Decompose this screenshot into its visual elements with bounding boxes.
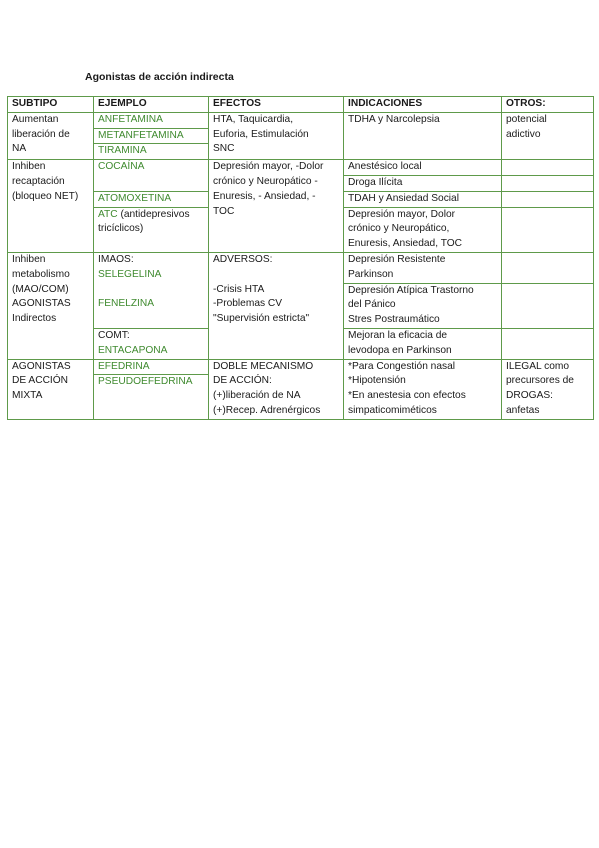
ejemplo-atc-desc: (antidepresivos tricíclicos) <box>98 208 190 235</box>
otros-cell <box>502 252 594 283</box>
spacer <box>98 283 204 298</box>
document-title: Agonistas de acción indirecta <box>85 71 234 83</box>
header-row <box>8 97 594 113</box>
indicaciones-cell: TDAH y Ansiedad Social <box>344 191 502 207</box>
imao-fenelzina: FENELZINA <box>98 298 155 310</box>
otros-cell <box>502 207 594 252</box>
ejemplo-cell: ATOMOXETINA <box>94 191 209 207</box>
comt-label: COMT: <box>98 329 130 341</box>
ejemplo-cell <box>94 328 209 359</box>
header-efectos: EFECTOS <box>209 97 344 113</box>
otros-cell <box>502 160 594 176</box>
otros-cell: ILEGAL como precursores de DROGAS: anfetas <box>502 359 594 420</box>
otros-cell <box>502 283 594 328</box>
agonists-table <box>7 96 594 420</box>
indicaciones-cell: Depresión mayor, Dolor crónico y Neuropático, Enuresis, Ansiedad, TOC <box>344 207 502 252</box>
ejemplo-cell <box>94 207 209 252</box>
subtipo-cell: AGONISTAS DE ACCIÓN MIXTA <box>8 359 94 420</box>
table-row <box>8 359 594 375</box>
ejemplo-cell: COCAÍNA <box>94 160 209 192</box>
header-ejemplo: EJEMPLO <box>94 97 209 113</box>
indicaciones-cell: TDHA y Narcolepsia <box>344 112 502 159</box>
ejemplo-cell: PSEUDOEFEDRINA <box>94 375 209 420</box>
ejemplo-cell: ANFETAMINA <box>94 112 209 128</box>
otros-cell: potencial adictivo <box>502 112 594 159</box>
imao-selegelina: SELEGELINA <box>98 268 162 280</box>
ejemplo-cell <box>94 252 209 328</box>
indicaciones-cell: Anestésico local <box>344 160 502 176</box>
otros-cell <box>502 328 594 359</box>
ejemplo-cell: METANFETAMINA <box>94 128 209 144</box>
ejemplo-cell: TIRAMINA <box>94 144 209 160</box>
efectos-cell: HTA, Taquicardia, Euforia, Estimulación SNC <box>209 112 344 159</box>
ejemplo-cell: EFEDRINA <box>94 359 209 375</box>
header-indicaciones: INDICACIONES <box>344 97 502 113</box>
subtipo-cell: Inhiben metabolismo (MAO/COM) AGONISTAS Indirectos <box>8 252 94 359</box>
indicaciones-cell: Droga Ilícita <box>344 175 502 191</box>
indicaciones-cell: Depresión Atípica Trastorno del Pánico Stres Postraumático <box>344 283 502 328</box>
efectos-cell: ADVERSOS: -Crisis HTA -Problemas CV "Supervisión estricta" <box>209 252 344 359</box>
indicaciones-cell: Depresión Resistente Parkinson <box>344 252 502 283</box>
subtipo-cell: Inhiben recaptación (bloqueo NET) <box>8 160 94 253</box>
otros-cell <box>502 175 594 191</box>
imao-label: IMAOS: <box>98 253 134 265</box>
efectos-cell: DOBLE MECANISMO DE ACCIÓN: (+)liberación de NA (+)Recep. Adrenérgicos <box>209 359 344 420</box>
table-row <box>8 252 594 283</box>
header-otros: OTROS: <box>502 97 594 113</box>
subtipo-cell: Aumentan liberación de NA <box>8 112 94 159</box>
table-row <box>8 112 594 128</box>
indicaciones-cell: Mejoran la eficacia de levodopa en Parkinson <box>344 328 502 359</box>
table-row <box>8 160 594 176</box>
ejemplo-atc: ATC <box>98 208 118 220</box>
otros-cell <box>502 191 594 207</box>
indicaciones-cell: *Para Congestión nasal *Hipotensión *En anestesia con efectos simpaticomiméticos <box>344 359 502 420</box>
efectos-cell: Depresión mayor, -Dolor crónico y Neuropático - Enuresis, - Ansiedad, - TOC <box>209 160 344 253</box>
comt-entacapona: ENTACAPONA <box>98 344 168 356</box>
header-subtipo: SUBTIPO <box>8 97 94 113</box>
